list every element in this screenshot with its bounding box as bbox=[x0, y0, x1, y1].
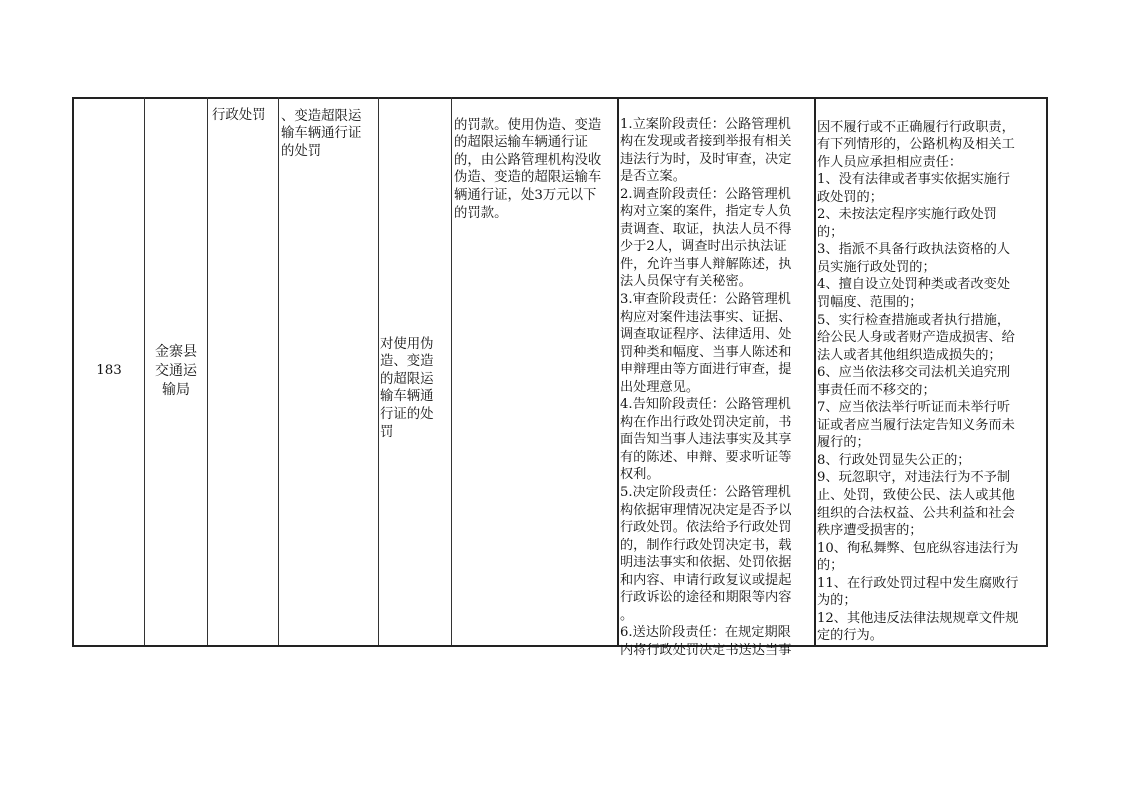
department-name: 金寨县 交通运 输局 bbox=[155, 343, 197, 398]
item-name-text: 、变造超限运 输车辆通行证 的处罚 bbox=[281, 108, 362, 159]
department-cell bbox=[145, 99, 207, 643]
sub-item-cell bbox=[380, 318, 450, 448]
column-divider bbox=[378, 97, 379, 645]
column-divider bbox=[617, 97, 619, 645]
category-cell bbox=[208, 97, 278, 123]
accountability-text: 因不履行或不正确履行行政职责， 有下列情形的，公路机构及相关工 作人员应承担相应责任： 1、没有法律或者事实依据实施行 政处罚的； 2、未按法定程序实施行政处罚 的； 3、指派不具备行政执法资格的人 员实施行政处罚的； 4、擅自设立处罚种类或者改变处 罚幅度、范围的； 5、实行检查措施或者执行措施， 给公民人身或者财产造成损害、给 法人或者其他组织造成损失的； 6、应当依法移交司法机关追究刑 事责任而不移交的； 7、应当依法举行听证而未举行听 证或者应当履行法定告知义务而未 履行的； 8、行政处罚显失公正的； 9、玩忽职守，对违法行为不予制 止、处罚，致使公民、法人或其他 组织的合法权益、公共利益和社会 秩序遭受损害的； 10、徇私舞弊、包庇纵容违法行为 的； 11、在行政处罚过程中发生腐败行 为的； 12、其他违反法律法规规章文件规 定的行为。 bbox=[817, 119, 1019, 644]
legal-basis-cell bbox=[453, 97, 617, 297]
responsibility-cell bbox=[620, 97, 814, 658]
column-divider bbox=[451, 97, 452, 645]
row-index: 183 bbox=[96, 363, 122, 379]
item-name-cell bbox=[279, 97, 378, 177]
column-divider bbox=[207, 97, 208, 645]
column-divider bbox=[278, 97, 279, 645]
row-index-cell bbox=[74, 99, 144, 643]
legal-basis-text: 的罚款。使用伪造、变造 的超限运输车辆通行证 的，由公路管理机构没收 伪造、变造的超限运输车 辆通行证，处3万元以下 的罚款。 bbox=[454, 117, 602, 221]
sub-item-text: 对使用伪 造、变造 的超限运 输车辆通 行证的处 罚 bbox=[380, 336, 434, 440]
accountability-cell bbox=[817, 97, 1045, 643]
category-text: 行政处罚 bbox=[212, 107, 266, 123]
responsibility-text: 1.立案阶段责任：公路管理机 构在发现或者接到举报有相关 违法行为时，及时审查，决定 是否立案。 2.调查阶段责任：公路管理机 构对立案的案件，指定专人负 责调查、取证，执法人员不得 少于2人，调查时出示执法证 件，允许当事人辩解陈述，执 法人员保守有关秘密。 3.审查阶段责任：公路管理机 构应对案件违法事实、证据、 调查取证程序、法律适用、处 罚种类和幅度、当事人陈述和 申辩理由等方面进行审查，提 出处理意见。 4.告知阶段责任：公路管理机 构在作出行政处罚决定前，书 面告知当事人违法事实及其享 有的陈述、申辩、要求听证等 权利。 5.决定阶段责任：公路管理机 构依据审理情况决定是否予以 行政处罚。依法给予行政处罚 的，制作行政处罚决定书，载 明违法事实和依据、处罚依据 和内容、申请行政复议或提起 行政诉讼的途径和期限等内容 。 6.送达阶段责任：在规定期限 内将行政处罚决定书送达当事 bbox=[620, 116, 792, 658]
column-divider bbox=[814, 97, 816, 645]
